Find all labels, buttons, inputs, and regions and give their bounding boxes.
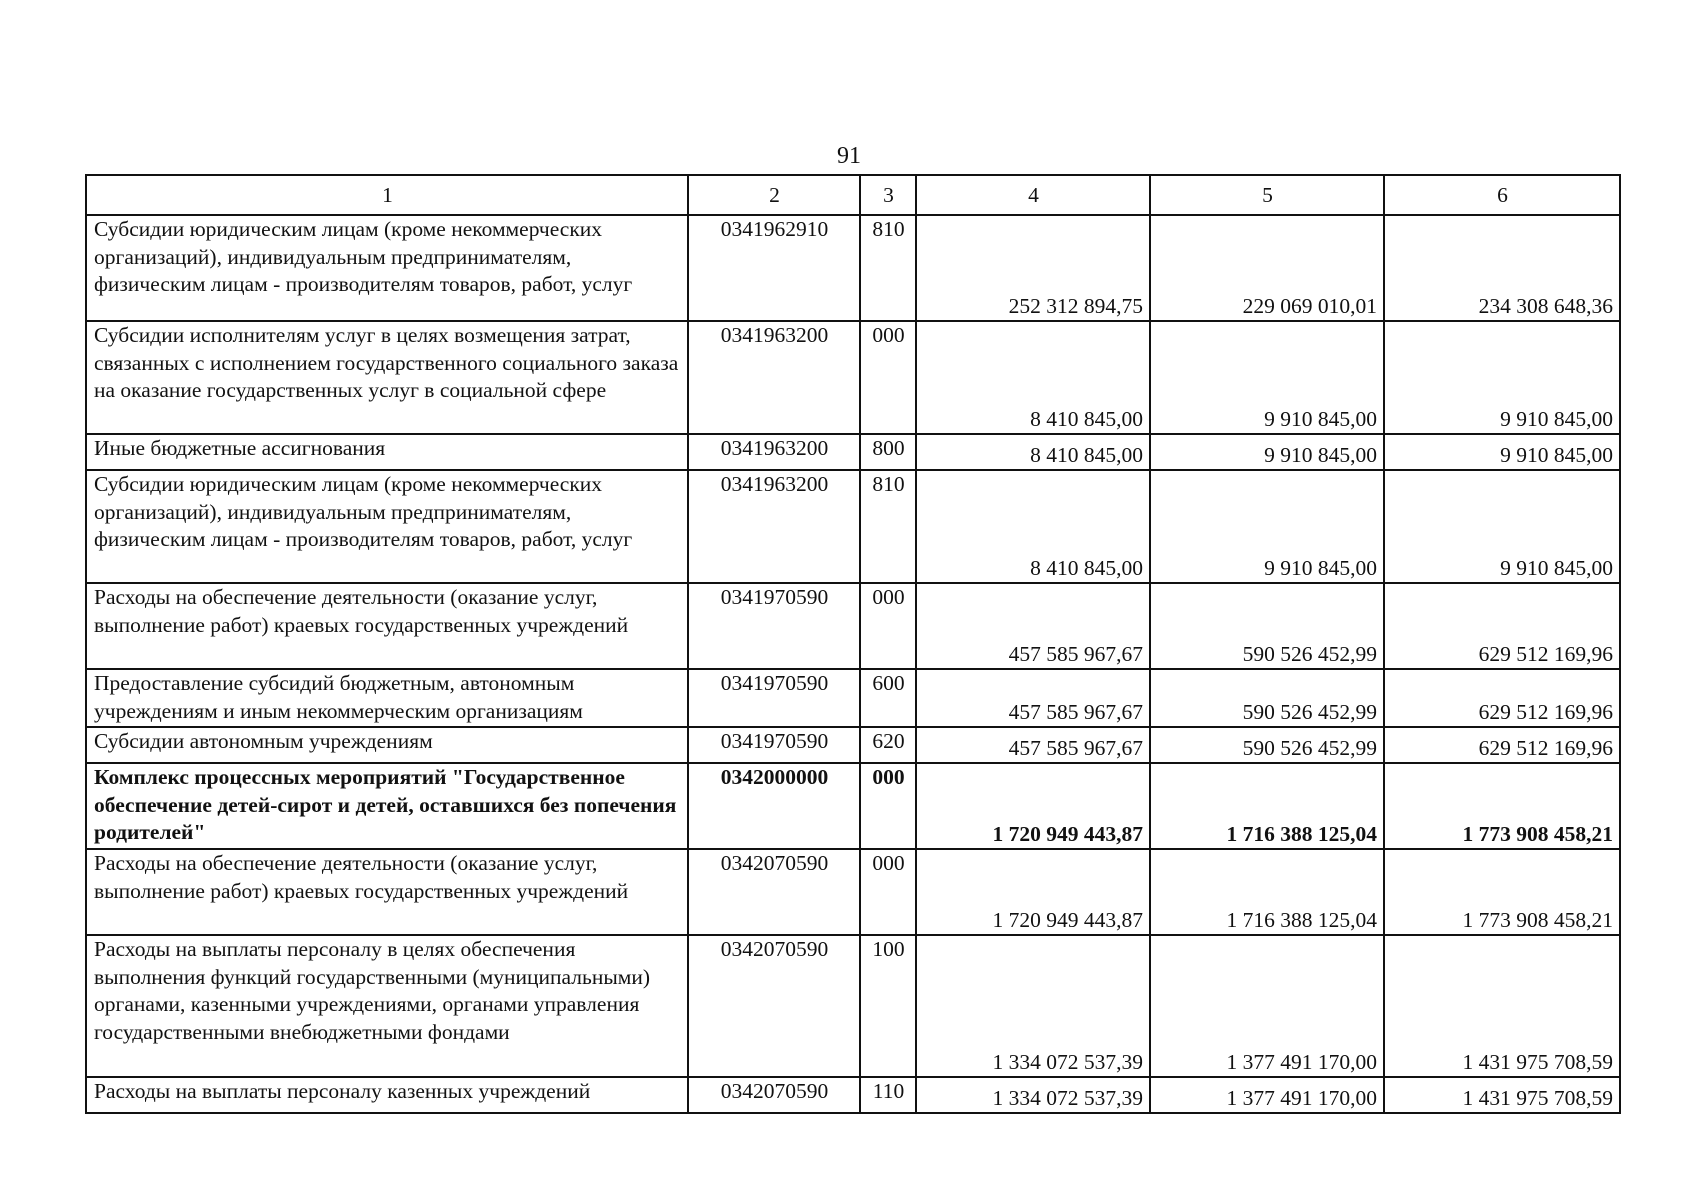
table-row — [86, 849, 1620, 935]
row-code: 0342000000 — [688, 763, 860, 849]
column-header-2: 2 — [688, 175, 860, 215]
row-name: Расходы на выплаты персоналу в целях обеспечения выполнения функций государственными (муниципальными) органами, казенными учреждениями, органами управления государственными внебюджетными фондами — [86, 935, 688, 1077]
row-code: 0341962910 — [688, 215, 860, 321]
row-amount-1: 1 334 072 537,39 — [916, 935, 1150, 1077]
row-code: 0342070590 — [688, 1077, 860, 1113]
column-header-3: 3 — [860, 175, 916, 215]
row-code: 0342070590 — [688, 935, 860, 1077]
row-amount-2: 1 716 388 125,04 — [1150, 763, 1384, 849]
row-type: 100 — [860, 935, 916, 1077]
row-type: 620 — [860, 727, 916, 763]
table-row — [86, 583, 1620, 669]
row-amount-1: 1 720 949 443,87 — [916, 849, 1150, 935]
row-amount-3: 629 512 169,96 — [1384, 583, 1620, 669]
row-amount-2: 1 377 491 170,00 — [1150, 1077, 1384, 1113]
row-amount-1: 1 334 072 537,39 — [916, 1077, 1150, 1113]
row-amount-1: 8 410 845,00 — [916, 470, 1150, 583]
row-amount-2: 590 526 452,99 — [1150, 669, 1384, 727]
table-row — [86, 727, 1620, 763]
row-amount-1: 457 585 967,67 — [916, 669, 1150, 727]
row-code: 0341963200 — [688, 321, 860, 434]
row-name: Расходы на обеспечение деятельности (оказание услуг, выполнение работ) краевых государственных учреждений — [86, 849, 688, 935]
row-amount-3: 629 512 169,96 — [1384, 669, 1620, 727]
row-name: Субсидии исполнителям услуг в целях возмещения затрат, связанных с исполнением государственного социального заказа на оказание государственных услуг в социальной сфере — [86, 321, 688, 434]
table-row — [86, 215, 1620, 321]
table-row — [86, 935, 1620, 1077]
row-type: 600 — [860, 669, 916, 727]
row-amount-2: 229 069 010,01 — [1150, 215, 1384, 321]
row-amount-3: 1 431 975 708,59 — [1384, 1077, 1620, 1113]
row-type: 800 — [860, 434, 916, 470]
row-amount-3: 1 431 975 708,59 — [1384, 935, 1620, 1077]
row-name: Расходы на выплаты персоналу казенных учреждений — [86, 1077, 688, 1113]
row-code: 0341963200 — [688, 470, 860, 583]
row-type: 000 — [860, 321, 916, 434]
row-type: 110 — [860, 1077, 916, 1113]
row-amount-1: 457 585 967,67 — [916, 583, 1150, 669]
column-header-4: 4 — [916, 175, 1150, 215]
table-row — [86, 470, 1620, 583]
row-type: 000 — [860, 763, 916, 849]
row-amount-3: 1 773 908 458,21 — [1384, 763, 1620, 849]
row-name: Субсидии автономным учреждениям — [86, 727, 688, 763]
row-amount-1: 8 410 845,00 — [916, 434, 1150, 470]
table-row — [86, 669, 1620, 727]
row-name: Комплекс процессных мероприятий "Государственное обеспечение детей-сирот и детей, оставшихся без попечения родителей" — [86, 763, 688, 849]
row-amount-3: 9 910 845,00 — [1384, 434, 1620, 470]
row-name: Предоставление субсидий бюджетным, автономным учреждениям и иным некоммерческим организациям — [86, 669, 688, 727]
table-row — [86, 321, 1620, 434]
row-amount-2: 9 910 845,00 — [1150, 470, 1384, 583]
row-code: 0341963200 — [688, 434, 860, 470]
row-name: Расходы на обеспечение деятельности (оказание услуг, выполнение работ) краевых государственных учреждений — [86, 583, 688, 669]
row-name: Субсидии юридическим лицам (кроме некоммерческих организаций), индивидуальным предпринимателям, физическим лицам - производителям товаров, работ, услуг — [86, 215, 688, 321]
row-code: 0341970590 — [688, 669, 860, 727]
row-code: 0342070590 — [688, 849, 860, 935]
table-body — [86, 215, 1620, 1113]
row-amount-2: 1 716 388 125,04 — [1150, 849, 1384, 935]
row-amount-1: 8 410 845,00 — [916, 321, 1150, 434]
column-header-5: 5 — [1150, 175, 1384, 215]
table-row — [86, 434, 1620, 470]
table-row — [86, 1077, 1620, 1113]
column-header-6: 6 — [1384, 175, 1620, 215]
row-amount-1: 457 585 967,67 — [916, 727, 1150, 763]
row-amount-1: 1 720 949 443,87 — [916, 763, 1150, 849]
row-amount-3: 1 773 908 458,21 — [1384, 849, 1620, 935]
row-amount-2: 1 377 491 170,00 — [1150, 935, 1384, 1077]
row-type: 000 — [860, 849, 916, 935]
table-row-section — [86, 763, 1620, 849]
row-amount-3: 9 910 845,00 — [1384, 321, 1620, 434]
row-amount-3: 234 308 648,36 — [1384, 215, 1620, 321]
row-type: 810 — [860, 470, 916, 583]
row-amount-3: 629 512 169,96 — [1384, 727, 1620, 763]
page-number: 91 — [837, 143, 861, 169]
row-name: Субсидии юридическим лицам (кроме некоммерческих организаций), индивидуальным предпринимателям, физическим лицам - производителям товаров, работ, услуг — [86, 470, 688, 583]
row-code: 0341970590 — [688, 727, 860, 763]
row-amount-1: 252 312 894,75 — [916, 215, 1150, 321]
row-type: 000 — [860, 583, 916, 669]
row-amount-2: 9 910 845,00 — [1150, 434, 1384, 470]
row-code: 0341970590 — [688, 583, 860, 669]
row-amount-2: 590 526 452,99 — [1150, 727, 1384, 763]
budget-table — [85, 174, 1621, 1114]
row-amount-2: 590 526 452,99 — [1150, 583, 1384, 669]
row-type: 810 — [860, 215, 916, 321]
column-header-1: 1 — [86, 175, 688, 215]
row-amount-2: 9 910 845,00 — [1150, 321, 1384, 434]
table-header-row — [86, 175, 1620, 215]
row-name: Иные бюджетные ассигнования — [86, 434, 688, 470]
row-amount-3: 9 910 845,00 — [1384, 470, 1620, 583]
